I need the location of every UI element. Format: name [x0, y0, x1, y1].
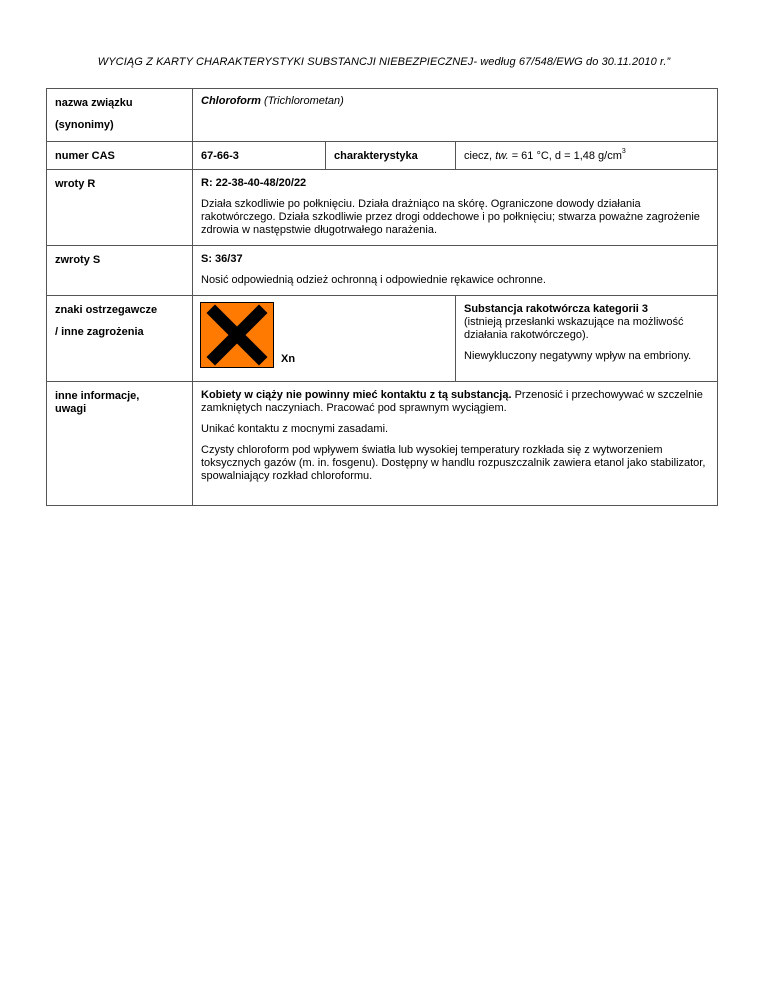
document-header: WYCIĄG Z KARTY CHARAKTERYSTYKI SUBSTANCJI NIEBEZPIECZNEJ- według 67/548/EWG do 30.11.2010 r.”: [97, 56, 671, 68]
pregnancy-warning: Kobiety w ciąży nie powinny mieć kontaktu z tą substancją.: [201, 389, 512, 401]
label-compound-name-line1: nazwa związku: [55, 97, 133, 109]
s-phrases-code: S: 36/37: [201, 253, 243, 265]
other-info-p2: Unikać kontaktu z mocnymi zasadami.: [201, 423, 389, 435]
label-other-info-line1: inne informacje,: [55, 390, 140, 402]
characteristics-value: [456, 142, 718, 170]
s-phrases-text: Nosić odpowiednią odzież ochronną i odpowiednie rękawice ochronne.: [201, 274, 546, 286]
hazard-symbol-cell: [193, 296, 456, 382]
characteristics-suffix: = 61 °C, d = 1,48 g/cm: [508, 150, 622, 162]
compound-name-cell: [193, 89, 718, 142]
r-phrases-code: R: 22-38-40-48/20/22: [201, 177, 307, 189]
row-r-phrases: [47, 170, 718, 246]
compound-synonym: (Trichlorometan): [263, 95, 344, 107]
label-compound-name-line2: (synonimy): [55, 119, 114, 131]
characteristics-superscript: 3: [621, 148, 626, 156]
storage-instructions: Przenosić i przechowywać w szczelnie zamkniętych naczyniach. Pracować pod sprawnym wyciągiem.: [201, 389, 703, 414]
r-phrases-text: Działa szkodliwie po połknięciu. Działa drażniąco na skórę. Ograniczone dowody działania rakotwórczego. Działa szkodliwie przez drogi oddechowe i po połknięciu; stwarza poważne zagrożenie zdrowia w następstwie długotrwałego narażenia.: [201, 198, 700, 236]
label-hazards-line1: znaki ostrzegawcze: [55, 304, 158, 316]
other-info-p3: Czysty chloroform pod wpływem światła lub wysokiej temperatury rozkłada się z wytworzeniem toksycznych gazów (m. in. fosgenu). Dostępny w handlu rozpuszczalnik zawiera etanol jako stabilizator, spowalniający rozkład chloroformu.: [201, 444, 706, 482]
row-cas: [47, 142, 718, 170]
carcinogen-text: (istnieją przesłanki wskazujące na możliwość działania rakotwórczego).: [464, 316, 684, 341]
carcinogen-title: Substancja rakotwórcza kategorii 3: [464, 303, 649, 315]
label-cas: numer CAS: [47, 142, 193, 170]
carcinogen-note: [464, 303, 709, 342]
row-hazards: [47, 296, 718, 382]
s-phrases-cell: [193, 246, 718, 296]
hazard-symbol-box: [193, 296, 455, 372]
label-other-info-line2: uwagi: [55, 403, 87, 415]
row-s-phrases: [47, 246, 718, 296]
label-r-phrases: wroty R: [47, 170, 193, 246]
row-compound-name: [47, 89, 718, 142]
label-hazards-line2: / inne zagrożenia: [55, 326, 144, 338]
other-info-cell: [193, 382, 718, 506]
characteristics-prefix: ciecz,: [464, 150, 496, 162]
safety-data-table: [46, 88, 718, 506]
embryo-note: Niewykluczony negatywny wpływ na embriony.: [464, 350, 692, 362]
hazard-description-cell: [456, 296, 718, 382]
cas-number: 67-66-3: [193, 142, 326, 170]
label-other-info: [47, 382, 193, 506]
label-hazards: [47, 296, 193, 382]
compound-name: Chloroform: [201, 95, 261, 107]
label-characteristics: charakterystyka: [326, 142, 456, 170]
hazard-symbol-code: Xn: [281, 353, 296, 365]
label-compound-name: [47, 89, 193, 142]
characteristics-tw: tw.: [495, 150, 509, 162]
label-s-phrases: zwroty S: [47, 246, 193, 296]
harmful-cross-icon: [200, 302, 274, 368]
row-other-info: [47, 382, 718, 506]
other-info-p1: [201, 389, 709, 415]
r-phrases-cell: [193, 170, 718, 246]
